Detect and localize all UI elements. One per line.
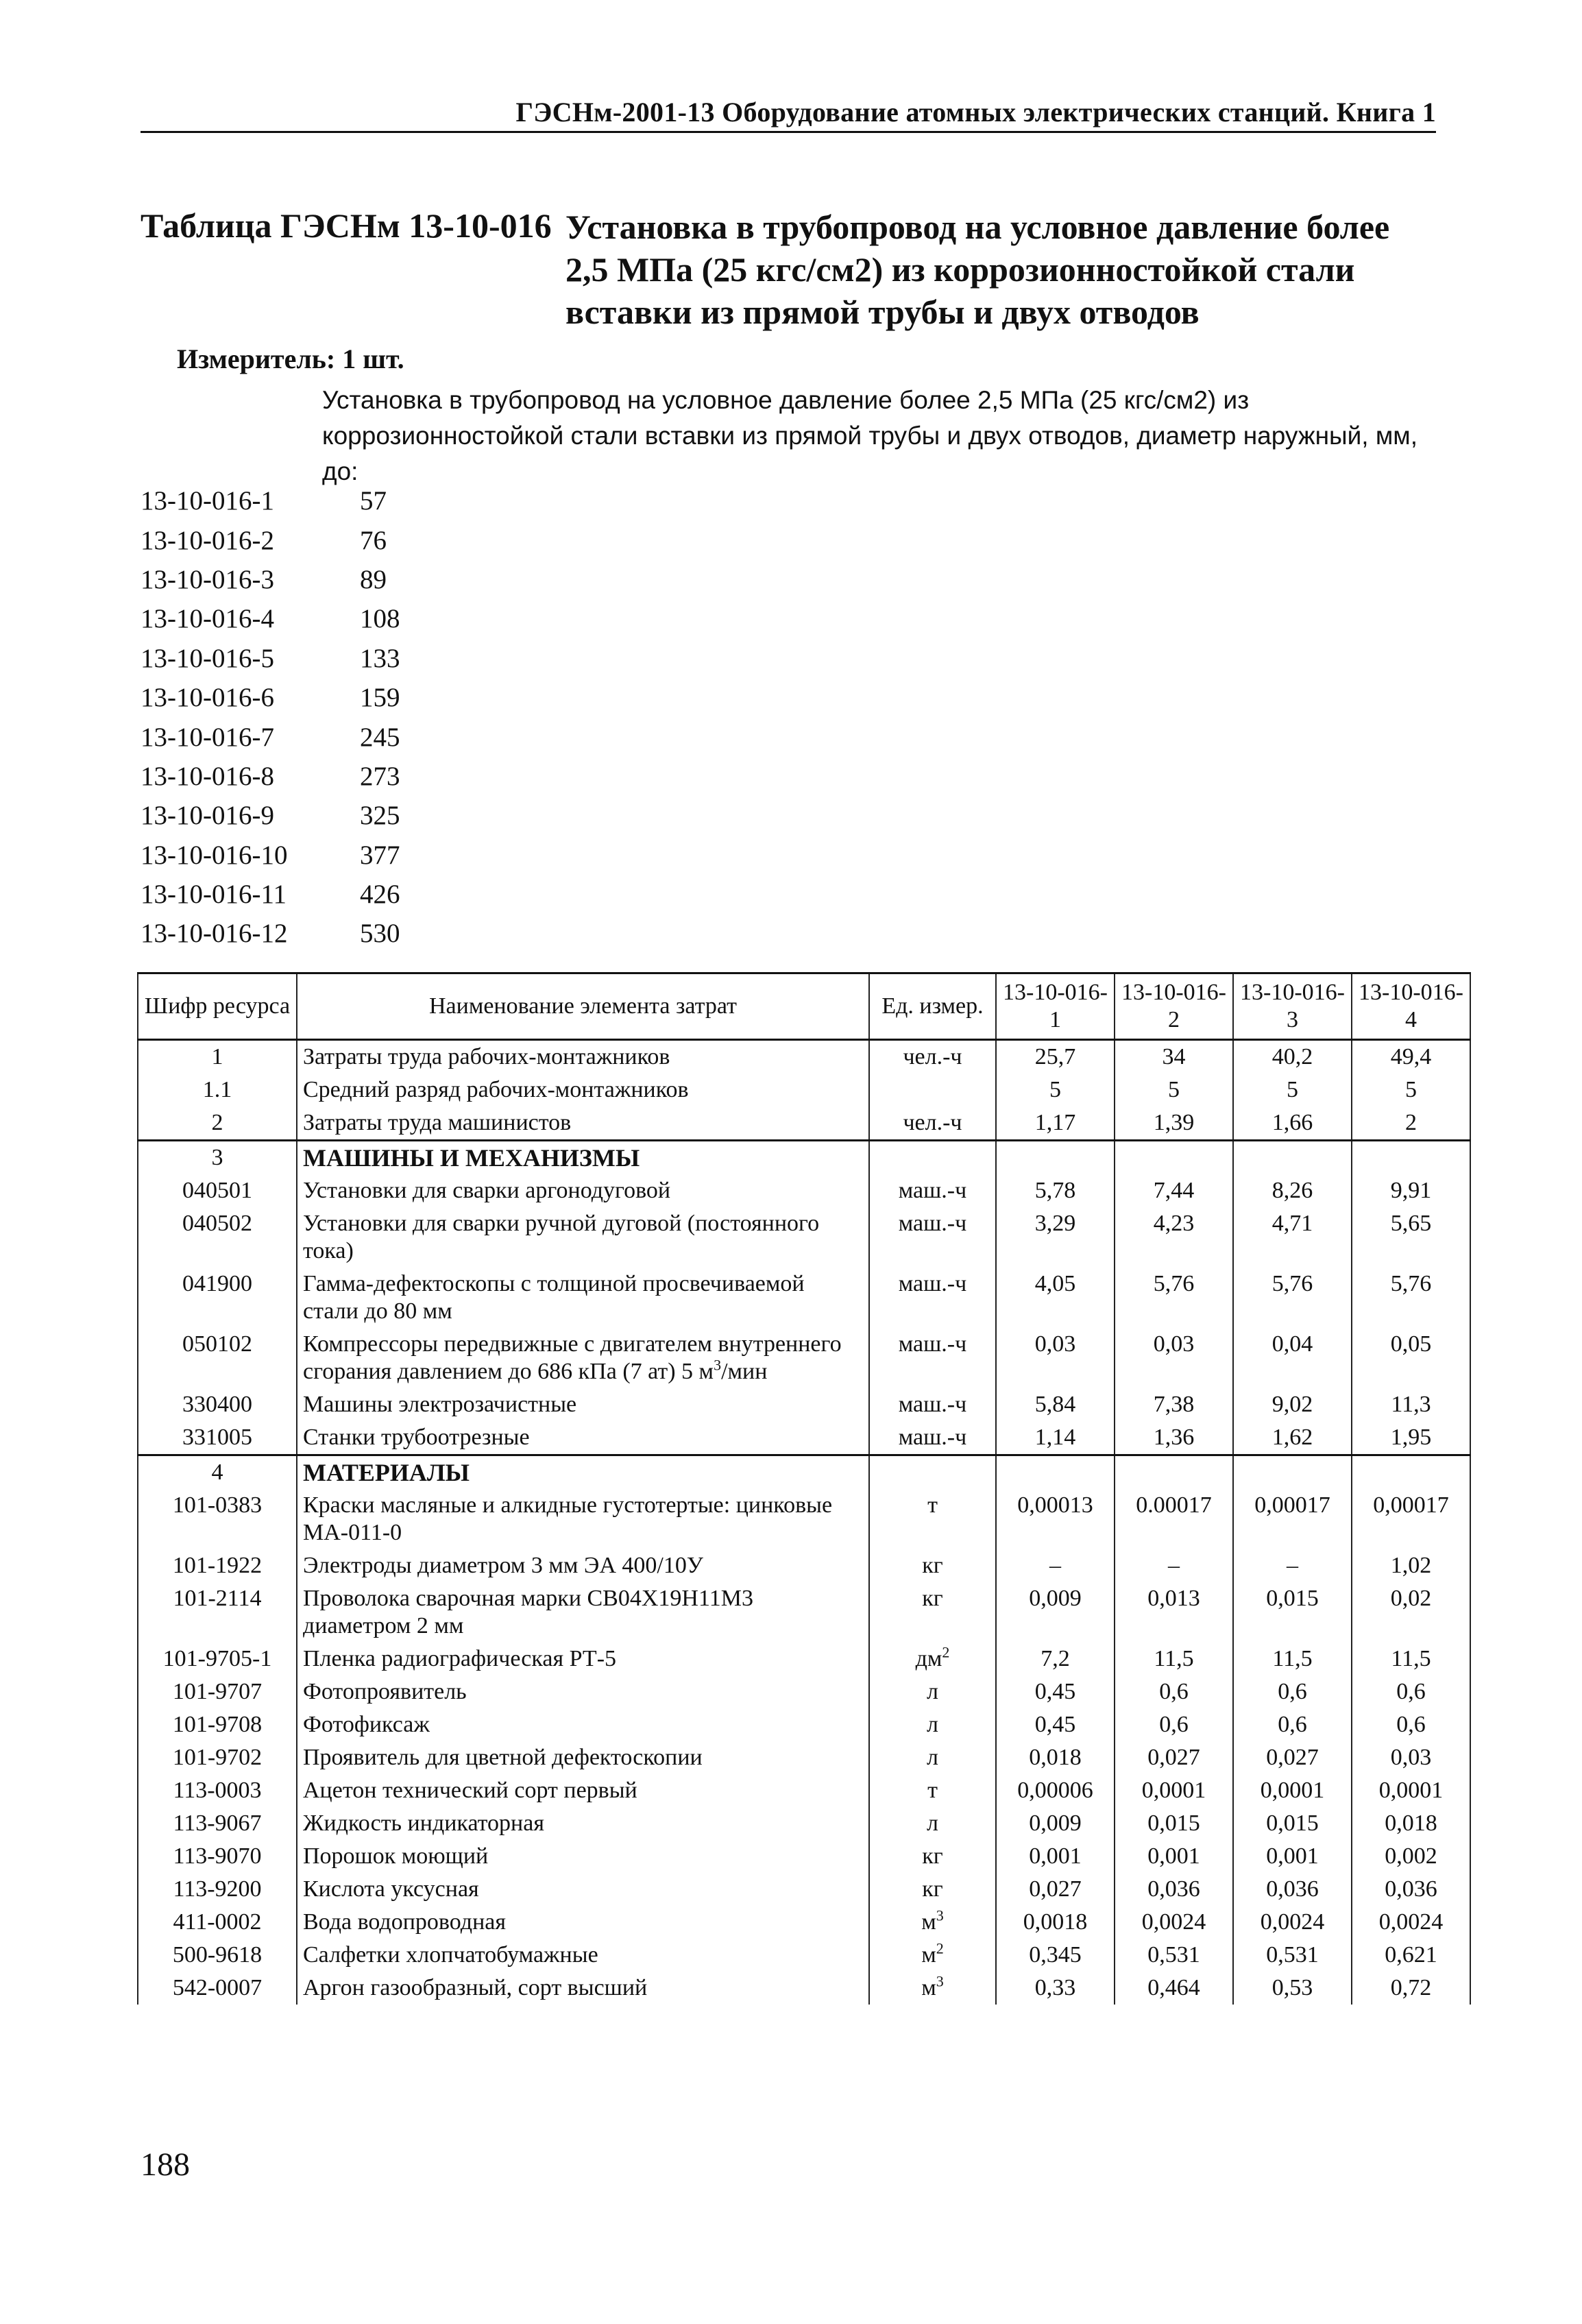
- resource-value: 0,015: [1233, 1582, 1352, 1643]
- resource-code: 411-0002: [138, 1906, 297, 1939]
- resource-value: 0,002: [1352, 1840, 1470, 1873]
- resource-value: 0,6: [1233, 1708, 1352, 1741]
- code-id: 13-10-016-5: [141, 643, 274, 673]
- resource-value: 0,001: [996, 1840, 1115, 1873]
- resource-name: Вода водопроводная: [297, 1906, 869, 1939]
- resource-value: 4,05: [996, 1268, 1115, 1328]
- table-heading: [141, 206, 1436, 333]
- table-row: [138, 1489, 1470, 1549]
- table-row: [138, 1840, 1470, 1873]
- resource-name: Машины электрозачистные: [297, 1388, 869, 1421]
- table-row: [138, 1582, 1470, 1643]
- resource-name: Жидкость индикаторная: [297, 1807, 869, 1840]
- resource-value: [1352, 1455, 1470, 1490]
- code-row: [141, 836, 497, 875]
- resource-unit: л: [869, 1675, 996, 1708]
- resource-unit: [869, 1141, 996, 1175]
- code-diameter: 133: [360, 643, 400, 673]
- table-row: [138, 1708, 1470, 1741]
- header-cell: 13-10-016-2: [1115, 973, 1233, 1040]
- table-header-row: [138, 973, 1470, 1040]
- resource-unit: $м^2$: [869, 1939, 996, 1972]
- code-id: 13-10-016-1: [141, 486, 274, 516]
- resource-code: 542-0007: [138, 1972, 297, 2005]
- code-row: [141, 914, 497, 953]
- resource-value: 0,013: [1115, 1582, 1233, 1643]
- resource-value: –: [1115, 1549, 1233, 1582]
- resource-value: 0,03: [996, 1328, 1115, 1388]
- resource-name: Гамма-дефектоскопы с толщиной просвечиваемой стали до 80 мм: [297, 1268, 869, 1328]
- section-row: [138, 1141, 1470, 1175]
- resource-value: 5,76: [1233, 1268, 1352, 1328]
- header-cell: 13-10-016-1: [996, 973, 1115, 1040]
- resource-name: Кислота уксусная: [297, 1873, 869, 1906]
- resource-value: 0,6: [1115, 1675, 1233, 1708]
- resource-code: 113-9200: [138, 1873, 297, 1906]
- header-cell: Наименование элемента затрат: [297, 973, 869, 1040]
- code-id: 13-10-016-7: [141, 722, 274, 752]
- resource-value: 0,53: [1233, 1972, 1352, 2005]
- resource-value: 0,036: [1115, 1873, 1233, 1906]
- resource-value: 49,4: [1352, 1040, 1470, 1074]
- resource-code: 050102: [138, 1328, 297, 1388]
- resource-code: 2: [138, 1106, 297, 1141]
- resource-value: 0,05: [1352, 1328, 1470, 1388]
- resource-value: 1,66: [1233, 1106, 1352, 1141]
- resource-value: 0,027: [996, 1873, 1115, 1906]
- resource-code: 113-9067: [138, 1807, 297, 1840]
- resource-value: 0.00017: [1115, 1489, 1233, 1549]
- resource-value: [996, 1455, 1115, 1490]
- table-row: [138, 1268, 1470, 1328]
- resource-name: Электроды диаметром 3 мм ЭА 400/10У: [297, 1549, 869, 1582]
- code-diameter: 89: [360, 564, 387, 594]
- resource-value: 1,14: [996, 1421, 1115, 1455]
- code-row: [141, 599, 497, 638]
- resource-unit: $м^3$: [869, 1906, 996, 1939]
- code-diameter: 273: [360, 761, 400, 791]
- table-row: [138, 1074, 1470, 1106]
- code-diameter: 377: [360, 840, 400, 870]
- resource-name: МАТЕРИАЛЫ: [297, 1455, 869, 1490]
- resource-value: 5,76: [1352, 1268, 1470, 1328]
- page-number: 188: [141, 2146, 190, 2183]
- code-row: [141, 639, 497, 678]
- resource-value: 5,78: [996, 1174, 1115, 1207]
- table-row: [138, 1328, 1470, 1388]
- code-diameter: 57: [360, 486, 387, 516]
- resource-value: 0,45: [996, 1708, 1115, 1741]
- resource-unit: т: [869, 1774, 996, 1807]
- header-cell: 13-10-016-3: [1233, 973, 1352, 1040]
- code-id: 13-10-016-2: [141, 525, 274, 555]
- resource-value: 0,33: [996, 1972, 1115, 2005]
- resource-unit: маш.-ч: [869, 1207, 996, 1268]
- resource-value: 0,00017: [1233, 1489, 1352, 1549]
- header-cell: Шифр ресурса: [138, 973, 297, 1040]
- resource-value: –: [1233, 1549, 1352, 1582]
- code-diameter: 108: [360, 604, 400, 634]
- resource-value: [1233, 1141, 1352, 1175]
- section-row: [138, 1455, 1470, 1490]
- table-row: [138, 1549, 1470, 1582]
- code-id: 13-10-016-4: [141, 604, 274, 634]
- resource-value: 0,00006: [996, 1774, 1115, 1807]
- code-list: [141, 481, 497, 954]
- resource-code: 1.1: [138, 1074, 297, 1106]
- resource-name: Порошок моющий: [297, 1840, 869, 1873]
- resource-value: 0,621: [1352, 1939, 1470, 1972]
- header-cell: Ед. измер.: [869, 973, 996, 1040]
- resource-value: 9,02: [1233, 1388, 1352, 1421]
- resource-value: 0,6: [1233, 1675, 1352, 1708]
- resource-value: 0,345: [996, 1939, 1115, 1972]
- resource-unit: [869, 1455, 996, 1490]
- code-diameter: 76: [360, 525, 387, 555]
- resource-value: 0,001: [1115, 1840, 1233, 1873]
- resource-value: 0,0018: [996, 1906, 1115, 1939]
- resource-value: 7,38: [1115, 1388, 1233, 1421]
- resource-name: Фотофиксаж: [297, 1708, 869, 1741]
- table-row: [138, 1040, 1470, 1074]
- resource-code: 113-0003: [138, 1774, 297, 1807]
- resource-code: 101-1922: [138, 1549, 297, 1582]
- resource-value: 0,04: [1233, 1328, 1352, 1388]
- resource-code: 4: [138, 1455, 297, 1490]
- resource-value: 0,009: [996, 1807, 1115, 1840]
- resource-value: 0,015: [1115, 1807, 1233, 1840]
- resource-name: Краски масляные и алкидные густотертые: цинковые МА-011-0: [297, 1489, 869, 1549]
- resource-value: 11,3: [1352, 1388, 1470, 1421]
- running-header: ГЭСНм-2001-13 Оборудование атомных электрических станций. Книга 1: [141, 96, 1436, 133]
- resource-value: [1233, 1455, 1352, 1490]
- resource-unit: кг: [869, 1840, 996, 1873]
- resource-value: [1115, 1455, 1233, 1490]
- resource-value: 0,6: [1352, 1708, 1470, 1741]
- resource-value: 25,7: [996, 1040, 1115, 1074]
- resource-value: [996, 1141, 1115, 1175]
- resource-value: 4,71: [1233, 1207, 1352, 1268]
- resource-unit: $м^3$: [869, 1972, 996, 2005]
- resource-value: –: [996, 1549, 1115, 1582]
- resource-unit: кг: [869, 1873, 996, 1906]
- resource-value: 34: [1115, 1040, 1233, 1074]
- resource-value: 0,0001: [1233, 1774, 1352, 1807]
- code-diameter: 325: [360, 801, 400, 831]
- table-label: Таблица ГЭСНм 13-10-016: [141, 206, 552, 245]
- table-row: [138, 1174, 1470, 1207]
- code-diameter: 426: [360, 880, 400, 910]
- resource-value: 1,95: [1352, 1421, 1470, 1455]
- resource-code: 113-9070: [138, 1840, 297, 1873]
- code-row: [141, 796, 497, 835]
- code-row: [141, 560, 497, 599]
- table-row: [138, 1643, 1470, 1675]
- code-row: [141, 678, 497, 717]
- resource-unit: маш.-ч: [869, 1421, 996, 1455]
- resource-value: 0,6: [1115, 1708, 1233, 1741]
- resource-code: 330400: [138, 1388, 297, 1421]
- resource-unit: л: [869, 1807, 996, 1840]
- resource-value: 5,76: [1115, 1268, 1233, 1328]
- resource-code: 101-0383: [138, 1489, 297, 1549]
- resource-value: 1,36: [1115, 1421, 1233, 1455]
- resource-value: 40,2: [1233, 1040, 1352, 1074]
- resource-value: 3,29: [996, 1207, 1115, 1268]
- resource-name: Затраты труда машинистов: [297, 1106, 869, 1141]
- table-row: [138, 1906, 1470, 1939]
- table-row: [138, 1388, 1470, 1421]
- resource-code: 101-9705-1: [138, 1643, 297, 1675]
- resource-value: 7,2: [996, 1643, 1115, 1675]
- resource-value: 0,036: [1352, 1873, 1470, 1906]
- resource-value: 0,018: [1352, 1807, 1470, 1840]
- resource-value: 0,03: [1352, 1741, 1470, 1774]
- resource-value: 0,009: [996, 1582, 1115, 1643]
- resource-value: 0,0024: [1233, 1906, 1352, 1939]
- resource-value: 11,5: [1115, 1643, 1233, 1675]
- resource-value: 0,0024: [1352, 1906, 1470, 1939]
- code-id: 13-10-016-11: [141, 880, 287, 910]
- resource-value: 7,44: [1115, 1174, 1233, 1207]
- resource-name: Компрессоры передвижные с двигателем внутреннего сгорания давлением до 686 кПа (7 ат) 5 $м^3$/мин: [297, 1328, 869, 1388]
- resource-value: 0,531: [1115, 1939, 1233, 1972]
- code-row: [141, 717, 497, 756]
- resource-value: [1115, 1141, 1233, 1175]
- table-row: [138, 1972, 1470, 2005]
- resource-name: Станки трубоотрезные: [297, 1421, 869, 1455]
- resource-code: 331005: [138, 1421, 297, 1455]
- resource-value: 11,5: [1352, 1643, 1470, 1675]
- table-row: [138, 1207, 1470, 1268]
- resource-value: 1,39: [1115, 1106, 1233, 1141]
- resource-unit: маш.-ч: [869, 1328, 996, 1388]
- resource-value: 0,018: [996, 1741, 1115, 1774]
- resource-value: 0,015: [1233, 1807, 1352, 1840]
- resource-unit: кг: [869, 1549, 996, 1582]
- resource-unit: л: [869, 1708, 996, 1741]
- code-diameter: 159: [360, 683, 400, 713]
- resource-value: 0,00017: [1352, 1489, 1470, 1549]
- table-row: [138, 1741, 1470, 1774]
- resource-value: 0,027: [1233, 1741, 1352, 1774]
- table-row: [138, 1774, 1470, 1807]
- table-row: [138, 1807, 1470, 1840]
- resource-value: 0,0001: [1352, 1774, 1470, 1807]
- resource-value: 1,02: [1352, 1549, 1470, 1582]
- resource-unit: $дм^2$: [869, 1643, 996, 1675]
- resource-code: 101-9708: [138, 1708, 297, 1741]
- resource-value: 5: [1115, 1074, 1233, 1106]
- resource-unit: маш.-ч: [869, 1268, 996, 1328]
- resource-unit: маш.-ч: [869, 1174, 996, 1207]
- resource-code: 500-9618: [138, 1939, 297, 1972]
- resource-name: Салфетки хлопчатобумажные: [297, 1939, 869, 1972]
- resource-code: 101-9702: [138, 1741, 297, 1774]
- code-id: 13-10-016-12: [141, 919, 288, 949]
- resource-name: Средний разряд рабочих-монтажников: [297, 1074, 869, 1106]
- resource-code: 041900: [138, 1268, 297, 1328]
- resource-value: 5: [1233, 1074, 1352, 1106]
- resource-code: 101-9707: [138, 1675, 297, 1708]
- resource-name: МАШИНЫ И МЕХАНИЗМЫ: [297, 1141, 869, 1175]
- intro-text: Установка в трубопровод на условное давление более 2,5 МПа (25 кгс/см2) из коррозионностойкой стали вставки из прямой трубы и двух отводов, диаметр наружный, мм, до:: [322, 386, 1417, 485]
- resource-value: 0,464: [1115, 1972, 1233, 2005]
- resource-value: 1,17: [996, 1106, 1115, 1141]
- table-title: Установка в трубопровод на условное давление более 2,5 МПа (25 кгс/см2) из коррозионностойкой стали вставки из прямой трубы и двух отводов: [565, 208, 1390, 331]
- resource-value: 4,23: [1115, 1207, 1233, 1268]
- resource-value: 5: [1352, 1074, 1470, 1106]
- code-id: 13-10-016-8: [141, 761, 274, 791]
- resource-name: Пленка радиографическая РТ-5: [297, 1643, 869, 1675]
- table-row: [138, 1675, 1470, 1708]
- table-row: [138, 1939, 1470, 1972]
- resource-value: 8,26: [1233, 1174, 1352, 1207]
- resource-value: 0,72: [1352, 1972, 1470, 2005]
- resource-value: 0,00013: [996, 1489, 1115, 1549]
- resource-value: 5: [996, 1074, 1115, 1106]
- resource-name: Аргон газообразный, сорт высший: [297, 1972, 869, 2005]
- resource-unit: чел.-ч: [869, 1040, 996, 1074]
- resource-name: Затраты труда рабочих-монтажников: [297, 1040, 869, 1074]
- measure-unit: Измеритель: 1 шт.: [177, 343, 404, 374]
- resource-code: 101-2114: [138, 1582, 297, 1643]
- resource-unit: [869, 1074, 996, 1106]
- resource-value: 9,91: [1352, 1174, 1470, 1207]
- code-diameter: 530: [360, 919, 400, 949]
- resource-value: 0,02: [1352, 1582, 1470, 1643]
- resource-value: 0,0001: [1115, 1774, 1233, 1807]
- resource-value: 0,531: [1233, 1939, 1352, 1972]
- resource-value: 5,84: [996, 1388, 1115, 1421]
- resource-value: 0,03: [1115, 1328, 1233, 1388]
- resource-code: 040501: [138, 1174, 297, 1207]
- resource-unit: кг: [869, 1582, 996, 1643]
- resource-value: 1,62: [1233, 1421, 1352, 1455]
- resource-code: 040502: [138, 1207, 297, 1268]
- resource-value: 0,6: [1352, 1675, 1470, 1708]
- code-id: 13-10-016-9: [141, 801, 274, 831]
- resource-code: 1: [138, 1040, 297, 1074]
- resource-name: Ацетон технический сорт первый: [297, 1774, 869, 1807]
- resource-value: 0,0024: [1115, 1906, 1233, 1939]
- resource-name: Проявитель для цветной дефектоскопии: [297, 1741, 869, 1774]
- table-row: [138, 1873, 1470, 1906]
- code-row: [141, 757, 497, 796]
- code-row: [141, 481, 497, 520]
- code-row: [141, 520, 497, 559]
- resource-value: 2: [1352, 1106, 1470, 1141]
- table-row: [138, 1106, 1470, 1141]
- resource-unit: л: [869, 1741, 996, 1774]
- resource-value: 11,5: [1233, 1643, 1352, 1675]
- table-row: [138, 1421, 1470, 1455]
- header-cell: 13-10-016-4: [1352, 973, 1470, 1040]
- code-id: 13-10-016-6: [141, 683, 274, 713]
- resource-name: Установки для сварки ручной дуговой (постоянного тока): [297, 1207, 869, 1268]
- resource-value: 0,027: [1115, 1741, 1233, 1774]
- resource-value: 0,036: [1233, 1873, 1352, 1906]
- norms-table: [137, 972, 1471, 2005]
- code-row: [141, 875, 497, 914]
- code-id: 13-10-016-10: [141, 840, 288, 870]
- resource-value: 0,001: [1233, 1840, 1352, 1873]
- resource-name: Установки для сварки аргонодуговой: [297, 1174, 869, 1207]
- resource-unit: маш.-ч: [869, 1388, 996, 1421]
- resource-unit: чел.-ч: [869, 1106, 996, 1141]
- resource-name: Проволока сварочная марки СВ04Х19Н11М3 диаметром 2 мм: [297, 1582, 869, 1643]
- resource-value: [1352, 1141, 1470, 1175]
- code-id: 13-10-016-3: [141, 564, 274, 594]
- resource-unit: т: [869, 1489, 996, 1549]
- resource-name: Фотопроявитель: [297, 1675, 869, 1708]
- resource-value: 5,65: [1352, 1207, 1470, 1268]
- code-diameter: 245: [360, 722, 400, 752]
- resource-code: 3: [138, 1141, 297, 1175]
- resource-value: 0,45: [996, 1675, 1115, 1708]
